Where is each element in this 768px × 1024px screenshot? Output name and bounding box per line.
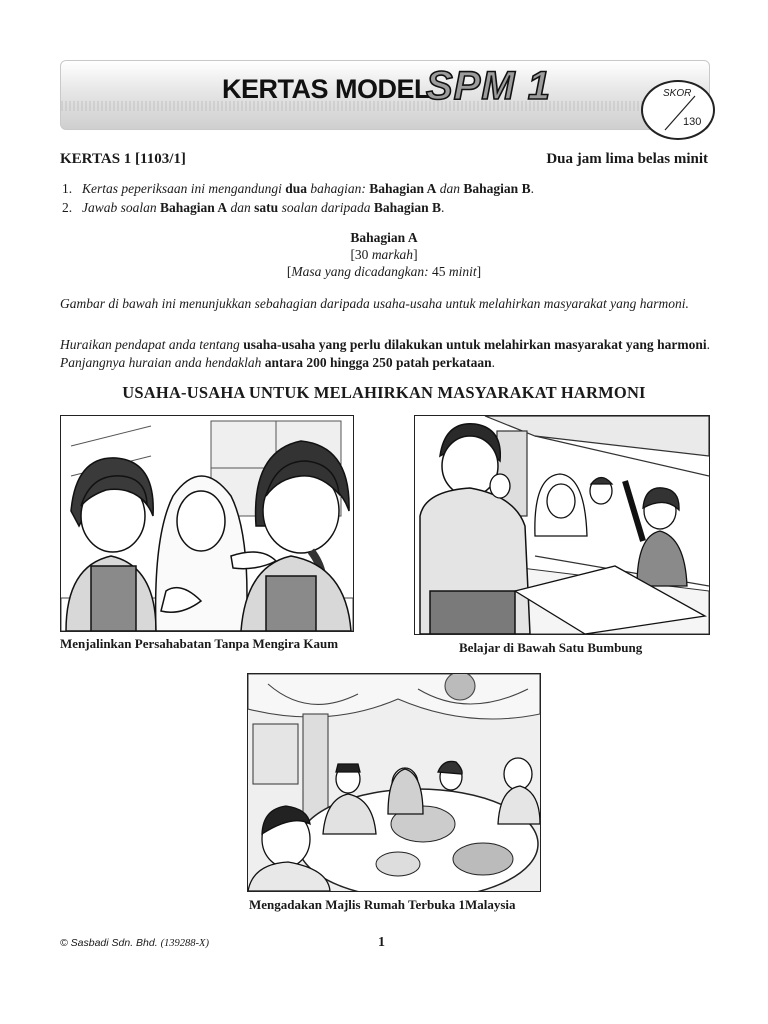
score-label: SKOR [663, 88, 692, 99]
footer-copyright [60, 937, 209, 949]
instruction-number: 2. [62, 200, 73, 215]
caption-friendship: Menjalinkan Persahabatan Tanpa Mengira Kaum [60, 636, 339, 651]
copyright-text: © Sasbadi Sdn. Bhd. [60, 937, 158, 949]
page-number: 1 [378, 935, 385, 950]
instructions-list [62, 179, 534, 217]
section-time: [Masa yang dicadangkan: 45 minit] [286, 264, 482, 279]
illustration-friendship [60, 415, 354, 632]
score-box [641, 80, 715, 140]
title-text: KERTAS MODEL [222, 74, 430, 104]
paper-duration: Dua jam lima belas minit [546, 151, 708, 167]
section-name: Bahagian A [350, 230, 418, 245]
instruction-item: 1. Kertas peperiksaan ini mengandungi dua bahagian: Bahagian A dan Bahagian B. [62, 181, 534, 196]
instruction-item: 2. Jawab soalan Bahagian A dan satu soalan daripada Bahagian B. [62, 200, 445, 215]
figure-heading: USAHA-USAHA UNTUK MELAHIRKAN MASYARAKAT HARMONI [122, 383, 646, 402]
illustration-open-house [247, 673, 541, 892]
instruction-number: 1. [62, 181, 73, 196]
caption-open-house: Mengadakan Majlis Rumah Terbuka 1Malaysia [249, 897, 516, 912]
illustration-classroom [414, 415, 710, 635]
score-max: 130 [683, 116, 702, 128]
company-reg: (139288-X) [160, 938, 209, 949]
page-title [222, 64, 552, 108]
intro-text: Gambar di bawah ini menunjukkan sebahagian daripada usaha-usaha untuk melahirkan masyarakat yang harmoni. [60, 296, 689, 311]
paper-code: KERTAS 1 [1103/1] [60, 151, 186, 167]
question-text: Huraikan pendapat anda tentang usaha-usaha yang perlu dilakukan untuk melahirkan masyarakat yang harmoni. Panjangnya huraian anda hendaklah antara 200 hingga 250 patah perkataan. [60, 337, 710, 370]
section-marks: [30 markah] [350, 247, 418, 262]
title-spm: SPM 1 [426, 64, 552, 108]
caption-classroom: Belajar di Bawah Satu Bumbung [459, 640, 643, 655]
